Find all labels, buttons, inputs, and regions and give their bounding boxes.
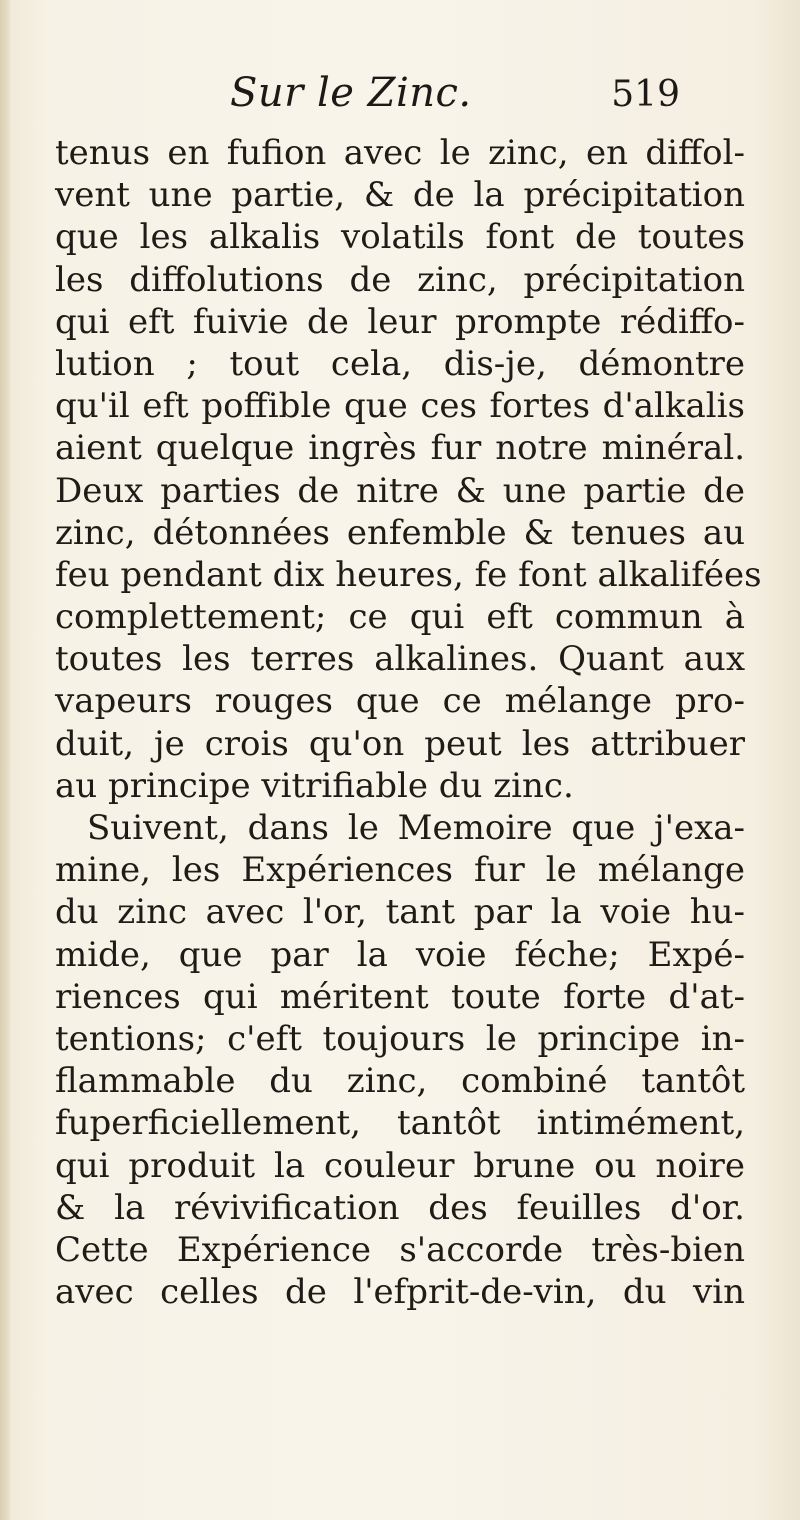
text-line: les diffolutions de zinc, précipitation <box>55 259 745 300</box>
text-line: duit, je crois qu'on peut les attribuer <box>55 723 745 764</box>
text-line: Deux parties de nitre & une partie de <box>55 470 745 511</box>
text-line: vent une partie, & de la précipitation <box>55 175 745 216</box>
text-line: tentions; c'eft toujours le principe in- <box>55 1018 745 1059</box>
text-line: fuperficiellement, tantôt intimément, <box>55 1103 745 1144</box>
text-line: & la révivification des feuilles d'or. <box>55 1187 745 1228</box>
text-line: vapeurs rouges que ce mélange pro- <box>55 681 745 722</box>
text-line: avec celles de l'efprit-de-vin, du vin <box>55 1272 745 1313</box>
body-text <box>55 132 762 1313</box>
text-line: lution ; tout cela, dis-je, démontre <box>55 343 745 384</box>
text-line: tenus en fufion avec le zinc, en diffol- <box>55 133 745 173</box>
text-line: que les alkalis volatils font de toutes <box>55 217 745 258</box>
text-line: qu'il eft poffible que ces fortes d'alkalis <box>55 386 745 427</box>
text-line: qui eft fuivie de leur prompte rédiffo- <box>55 301 745 342</box>
page-number: 519 <box>611 74 680 115</box>
text-line: feu pendant dix heures, fe font alkalifées <box>55 554 762 595</box>
text-line: au principe vitrifiable du zinc. <box>55 765 574 806</box>
text-line: mide, que par la voie féche; Expé- <box>55 934 745 975</box>
text-line: complettement; ce qui eft commun à <box>55 597 745 638</box>
text-line: Cette Expérience s'accorde très-bien <box>55 1229 745 1270</box>
page-edge-shadow <box>0 0 10 1520</box>
text-line: Suivent, dans le Memoire que j'exa- <box>87 808 745 848</box>
text-line: qui produit la couleur brune ou noire <box>55 1145 745 1186</box>
text-line: flammable du zinc, combiné tantôt <box>55 1061 745 1102</box>
text-line: du zinc avec l'or, tant par la voie hu- <box>55 892 745 933</box>
text-line: riences qui méritent toute forte d'at- <box>55 976 745 1017</box>
text-line: mine, les Expériences fur le mélange <box>55 850 745 891</box>
running-title: Sur le Zinc. <box>230 70 472 116</box>
text-line: zinc, détonnées enfemble & tenues au <box>55 512 745 553</box>
running-head <box>150 70 690 130</box>
text-line: aient quelque ingrès fur notre minéral. <box>55 428 745 469</box>
text-line: toutes les terres alkalines. Quant aux <box>55 639 745 680</box>
